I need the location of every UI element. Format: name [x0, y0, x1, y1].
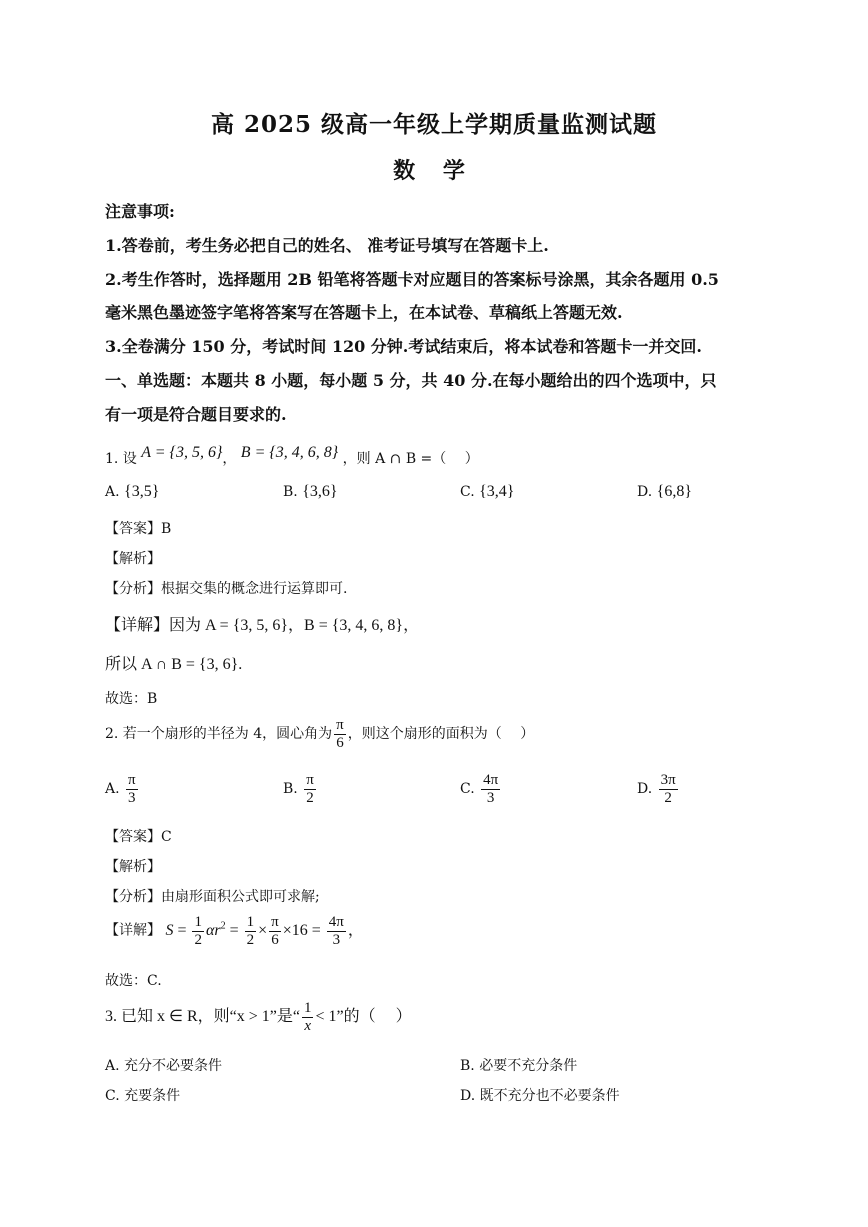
q3-option-a: [105, 1055, 222, 1075]
q2-detail-label: 【详解】: [105, 922, 161, 939]
note-item-2-line2: 毫米黑色墨迹签字笔将答案写在答题卡上，在本试卷、草稿纸上答题无效.: [105, 303, 623, 322]
q1-ask: ，则 A ∩ B =（ ）: [342, 451, 479, 467]
q2-detail: [105, 914, 364, 948]
q3-stem: [105, 1000, 412, 1034]
q1-option-c-value: {3,4}: [479, 483, 515, 500]
q3-option-b-letter: B.: [460, 1058, 475, 1074]
notes-heading: 注意事项:: [105, 202, 175, 221]
q1-set-a: A = {3, 5, 6}: [141, 444, 223, 461]
q3-frac-den: x: [304, 1017, 312, 1034]
q3-option-a-text: 充分不必要条件: [124, 1058, 223, 1074]
q2-option-b-num: π: [306, 772, 314, 788]
q2-option-d-den: 2: [664, 789, 672, 806]
q2-angle-den: 6: [336, 734, 344, 751]
q2-option-d-letter: D.: [637, 781, 653, 797]
q1-conclusion-text: 所以 A ∩ B = {3, 6}.: [105, 656, 243, 673]
q1-option-b-letter: B.: [283, 484, 298, 500]
q2-option-a-letter: A.: [105, 781, 120, 797]
q3-option-b-text: 必要不充分条件: [479, 1058, 578, 1074]
q2-formula: S = $\frac{1}{2}$ $\alpha r^2$ = $\frac{1}{2}$ × $\frac{\pi}{6}$ ×16 = $\frac{4\pi}{3}$ ，: [165, 914, 364, 948]
note-item-3: 3.全卷满分 150 分，考试时间 120 分钟.考试结束后，将本试卷和答题卡一并交回.: [105, 337, 702, 356]
q1-option-b-value: {3,6}: [302, 483, 338, 500]
q3-option-c: [105, 1085, 180, 1105]
q2-option-d-num: 3π: [660, 772, 676, 788]
exam-title: 高 2025 级高一年级上学期质量监测试题: [210, 111, 658, 138]
q2-option-a-den: 3: [128, 789, 136, 806]
q1-option-c: [460, 483, 514, 501]
section1-line1: 一、单选题：本题共 8 小题，每小题 5 分，共 40 分.在每小题给出的四个选项中，只: [105, 371, 717, 390]
q2-option-c: [460, 772, 502, 806]
q3-option-d-text: 既不充分也不必要条件: [479, 1088, 620, 1104]
q3-frac-num: 1: [303, 1000, 312, 1016]
q2-analysis: 【解析】: [105, 859, 161, 875]
q3-option-b: [460, 1055, 577, 1075]
q1-option-a-value: {3,5}: [124, 483, 160, 500]
note-item-1: 1.答卷前，考生务必把自己的姓名、 准考证号填写在答题卡上.: [105, 236, 549, 255]
q1-prefix: 1. 设: [105, 451, 137, 467]
q3-fraction: [302, 1000, 314, 1034]
exam-subject: 数 学: [393, 158, 475, 184]
q1-conclusion: [105, 651, 242, 674]
q1-option-b: [283, 483, 338, 501]
q1-answer: 【答案】B: [105, 521, 172, 537]
q2-option-b-letter: B.: [283, 781, 298, 797]
q1-option-a-letter: A.: [105, 484, 120, 500]
q1-fenxi: 【分析】根据交集的概念进行运算即可.: [105, 581, 348, 597]
q2-answer: 【答案】C: [105, 829, 172, 845]
q1-option-d: [637, 483, 692, 501]
q1-choose: 故选：B: [105, 691, 158, 707]
note-item-2-line1: 2.考生作答时，选择题用 2B 铅笔将答题卡对应题目的答案标号涂黑，其余各题用 0.5: [105, 270, 719, 289]
q1-option-d-value: {6,8}: [656, 483, 692, 500]
q3-option-d: [460, 1085, 620, 1105]
q2-option-d: [637, 772, 680, 806]
q2-option-c-frac: [481, 772, 500, 806]
q2-angle-num: π: [336, 717, 344, 733]
q1-option-d-letter: D.: [637, 484, 653, 500]
q1-option-a: [105, 483, 159, 501]
q2-stem-after: ，则这个扇形的面积为（ ）: [347, 726, 535, 742]
q3-option-c-letter: C.: [105, 1088, 120, 1104]
q2-option-c-num: 4π: [483, 772, 499, 788]
q3-stem-before: 3. 已知 x ∈ R，则“x > 1”是“: [105, 1008, 300, 1025]
section1-line2: 有一项是符合题目要求的.: [105, 405, 287, 424]
q1-analysis: 【解析】: [105, 551, 161, 567]
q2-option-a-frac: [126, 772, 138, 806]
q3-option-d-letter: D.: [460, 1088, 476, 1104]
q3-stem-after: < 1”的（ ）: [315, 1008, 412, 1025]
q2-option-b-den: 2: [306, 789, 314, 806]
q2-angle-fraction: [334, 717, 346, 751]
q3-option-c-text: 充要条件: [124, 1088, 181, 1104]
q2-option-a-num: π: [128, 772, 136, 788]
q2-option-b-frac: [304, 772, 316, 806]
q2-option-b: [283, 772, 318, 806]
q2-fenxi: 【分析】由扇形面积公式即可求解;: [105, 889, 320, 905]
q1-option-c-letter: C.: [460, 484, 475, 500]
q1-detail-text: 【详解】因为 A = {3, 5, 6}，B = {3, 4, 6, 8}，: [105, 617, 420, 634]
q2-option-c-den: 3: [486, 789, 495, 806]
q2-option-d-frac: [659, 772, 678, 806]
q3-option-a-letter: A.: [105, 1058, 120, 1074]
q1-separator: ，: [222, 451, 237, 467]
q1-stem: [105, 444, 479, 468]
q2-stem-before: 2. 若一个扇形的半径为 4，圆心角为: [105, 726, 333, 742]
q1-set-b: B = {3, 4, 6, 8}: [240, 444, 339, 461]
q2-choose: 故选：C.: [105, 973, 162, 989]
q2-option-a: [105, 772, 140, 806]
q2-stem: [105, 717, 534, 751]
q2-option-c-letter: C.: [460, 781, 475, 797]
q1-detail: [105, 612, 419, 635]
